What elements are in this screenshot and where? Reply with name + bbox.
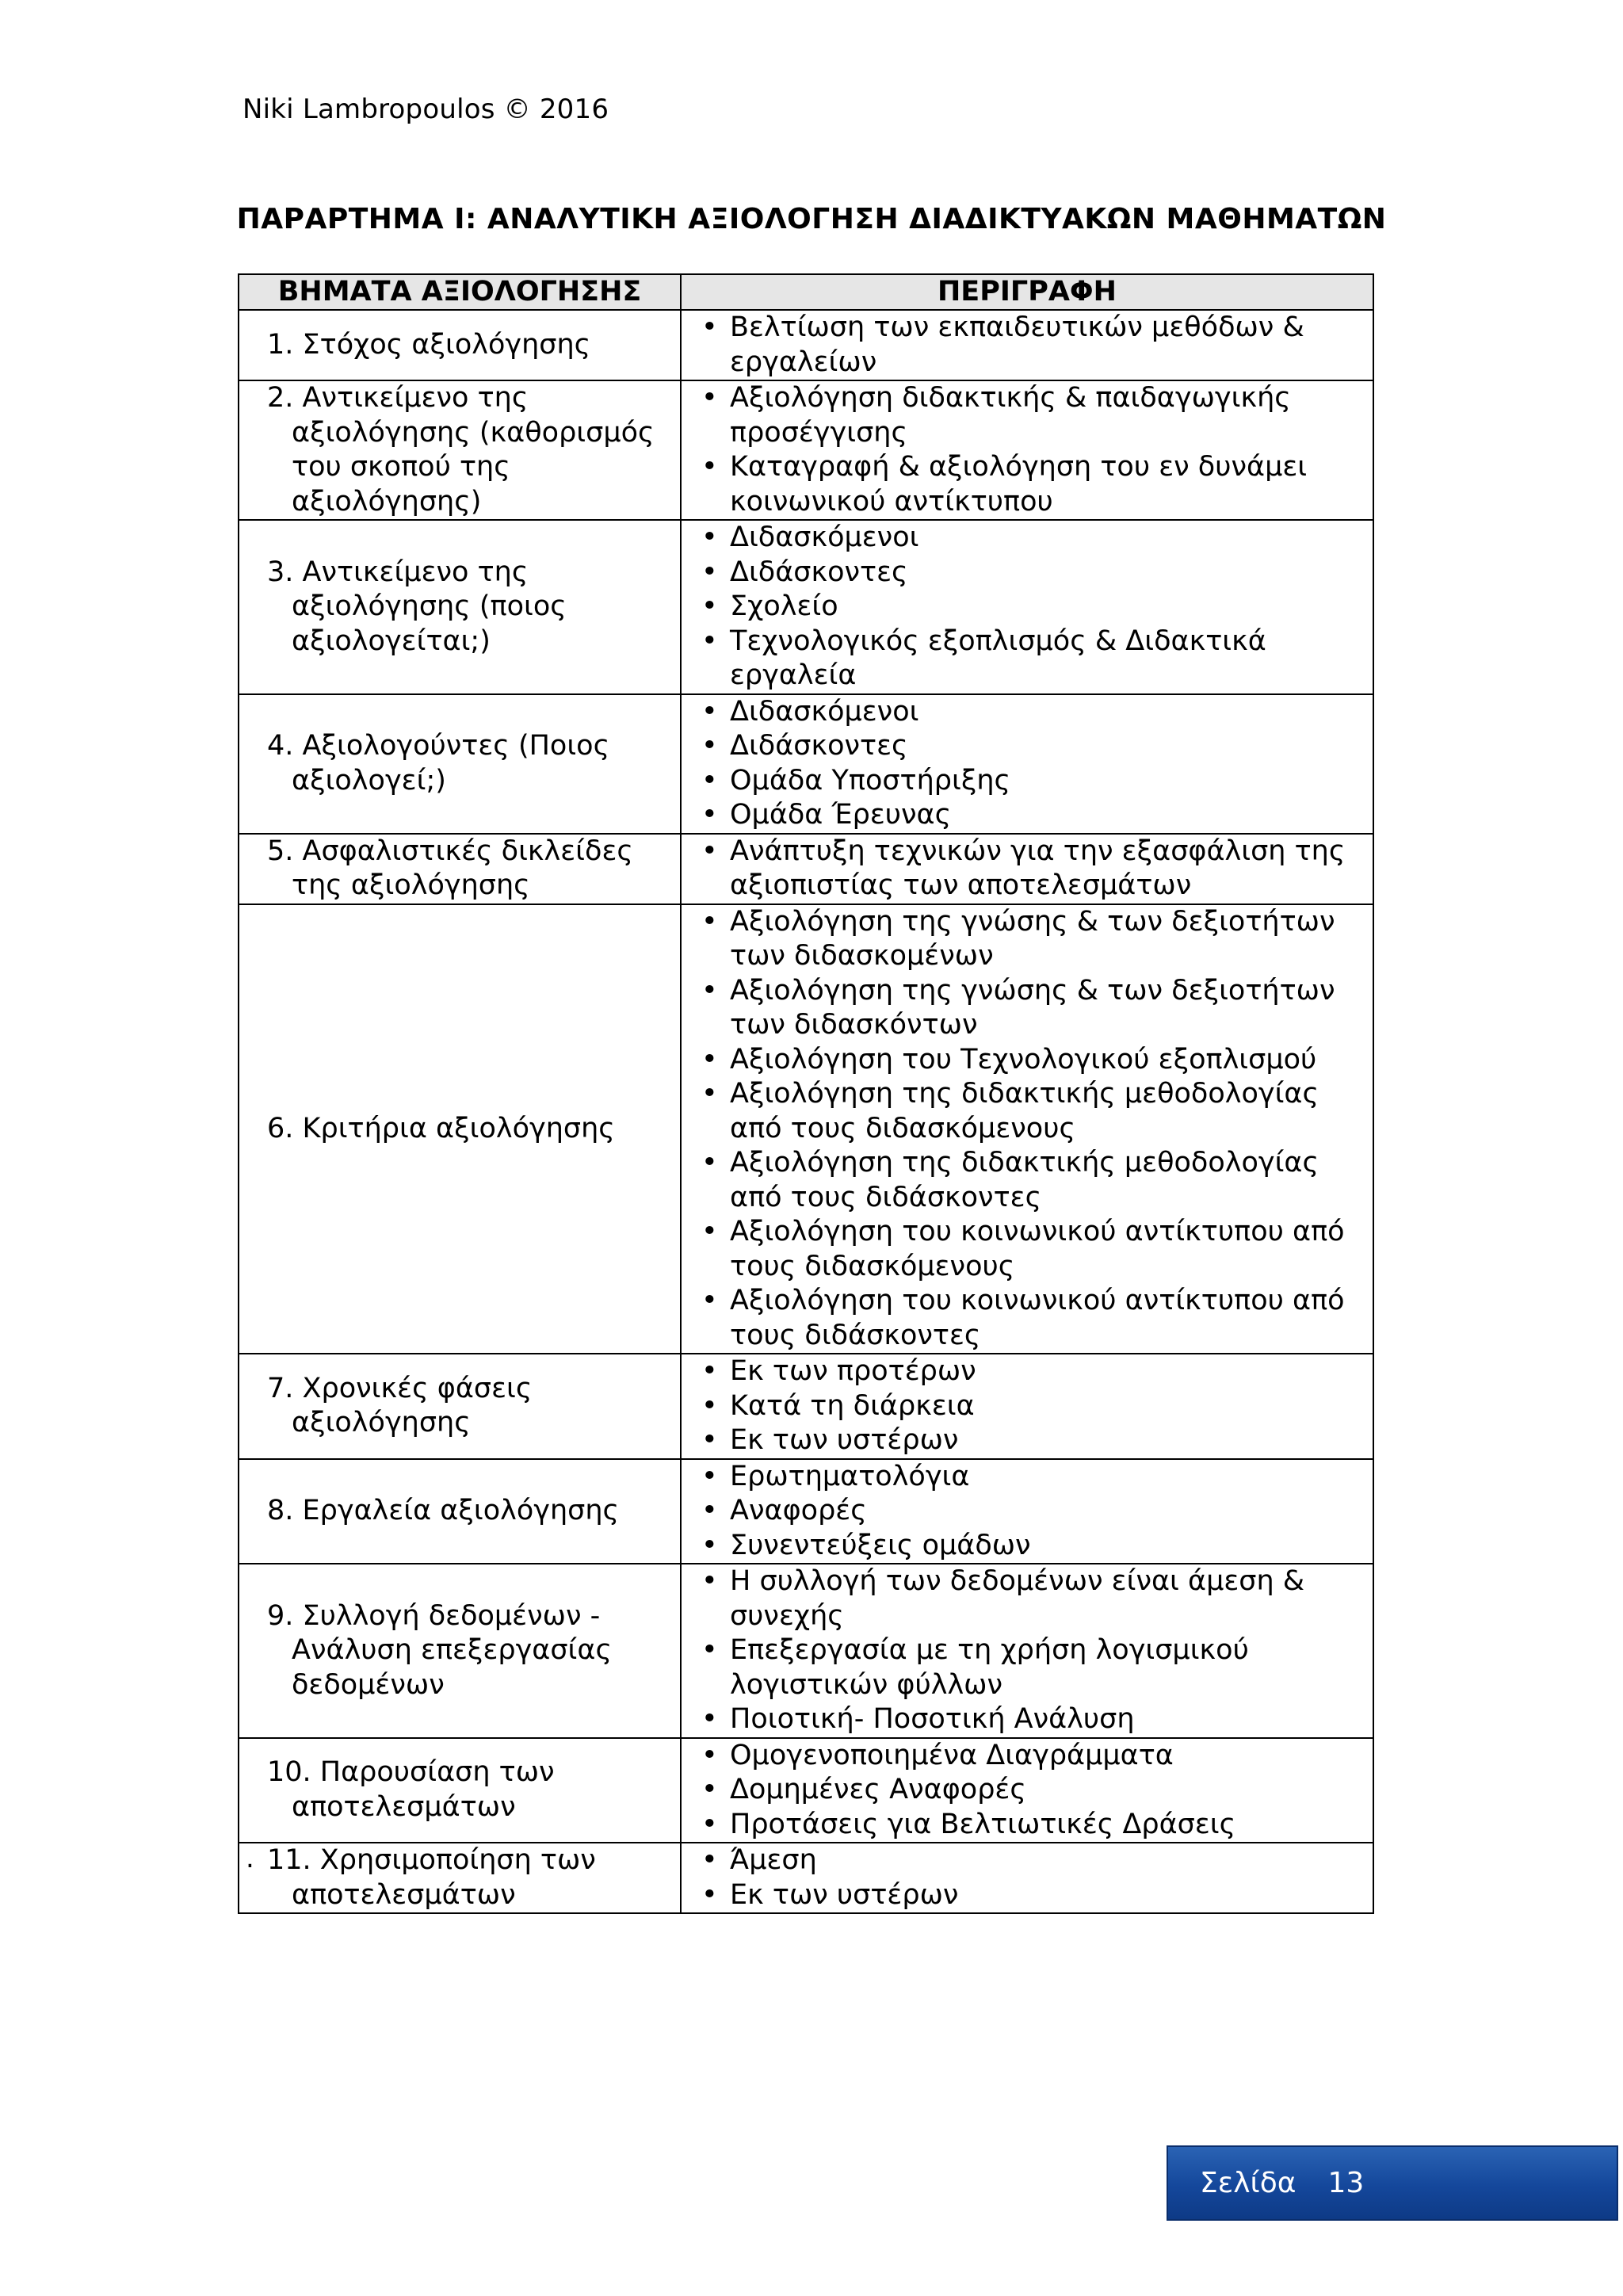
list-item: • Διδάσκοντες [697, 556, 1368, 590]
column-header-description: ΠΕΡΙΓΡΑΦΗ [681, 274, 1373, 310]
list-item: • Διδάσκοντες [697, 729, 1368, 764]
list-item: • Ανάπτυξη τεχνικών για την εξασφάλιση της αξιοπιστίας των αποτελεσμάτων [697, 835, 1368, 904]
description-cell [681, 380, 1373, 520]
table-row [239, 1564, 1373, 1738]
table-header-row [239, 274, 1373, 310]
step-label: 10. Παρουσίαση των αποτελεσμάτων [267, 1756, 555, 1823]
list-item: • Άμεση [697, 1843, 1368, 1878]
step-label: 1. Στόχος αξιολόγησης [267, 328, 591, 361]
table-row [239, 1738, 1373, 1843]
step-cell [239, 694, 681, 834]
evaluation-table [238, 273, 1374, 1914]
list-item: • Ομάδα Έρευνας [697, 798, 1368, 833]
description-list [682, 1354, 1373, 1458]
list-item: • Διδασκόμενοι [697, 521, 1368, 556]
description-cell [681, 1459, 1373, 1564]
list-item: • Καταγραφή & αξιολόγηση του εν δυνάμει κοινωνικού αντίκτυπου [697, 450, 1368, 519]
description-cell [681, 904, 1373, 1354]
description-list [682, 521, 1373, 693]
list-item: • Αξιολόγηση του κοινωνικού αντίκτυπου από τους διδασκόμενους [697, 1215, 1368, 1284]
list-item: • Αναφορές [697, 1494, 1368, 1529]
step-label: 11. Χρησιμοποίηση των αποτελεσμάτων [267, 1844, 596, 1911]
description-cell [681, 520, 1373, 694]
trailing-mark: . [246, 1843, 254, 1874]
table-row [239, 380, 1373, 520]
step-cell [239, 1564, 681, 1738]
table-row [239, 904, 1373, 1354]
page-title: ΠΑΡΑΡΤΗΜΑ Ι: ΑΝΑΛΥΤΙΚΗ ΑΞΙΟΛΟΓΗΣΗ ΔΙΑΔΙΚΤΥΑΚΩΝ ΜΑΘΗΜΑΤΩΝ [236, 203, 1387, 235]
list-item: • Αξιολόγηση της γνώσης & των δεξιοτήτων των διδασκομένων [697, 905, 1368, 974]
list-item: • Αξιολόγηση της διδακτικής μεθοδολογίας από τους διδάσκοντες [697, 1146, 1368, 1215]
table-row [239, 1354, 1373, 1459]
list-item: • Ερωτηματολόγια [697, 1460, 1368, 1495]
table-row [239, 310, 1373, 380]
description-list [682, 835, 1373, 904]
step-cell [239, 1843, 681, 1913]
list-item: • Εκ των υστέρων [697, 1423, 1368, 1458]
list-item: • Εκ των υστέρων [697, 1878, 1368, 1913]
list-item: • Δομημένες Αναφορές [697, 1773, 1368, 1808]
description-cell [681, 694, 1373, 834]
list-item: • Βελτίωση των εκπαιδευτικών μεθόδων & εργαλείων [697, 311, 1368, 380]
description-cell [681, 1843, 1373, 1913]
list-item: • Εκ των προτέρων [697, 1354, 1368, 1389]
step-cell [239, 834, 681, 904]
list-item: • Αξιολόγηση της διδακτικής μεθοδολογίας από τους διδασκόμενους [697, 1077, 1368, 1146]
step-cell [239, 380, 681, 520]
page-number: 13 [1327, 2167, 1365, 2199]
description-cell [681, 1564, 1373, 1738]
step-label: 5. Ασφαλιστικές δικλείδες της αξιολόγησης [267, 835, 633, 901]
list-item: • Ποιοτική- Ποσοτική Ανάλυση [697, 1702, 1368, 1737]
step-label: 3. Αντικείμενο της αξιολόγησης (ποιος αξιολογείται;) [267, 556, 567, 657]
table-row [239, 834, 1373, 904]
description-list [682, 695, 1373, 833]
step-label: 7. Χρονικές φάσεις αξιολόγησης [267, 1372, 533, 1439]
step-cell [239, 520, 681, 694]
description-cell [681, 310, 1373, 380]
page-label: Σελίδα [1200, 2167, 1296, 2199]
list-item: • Προτάσεις για Βελτιωτικές Δράσεις [697, 1808, 1368, 1843]
step-cell [239, 1354, 681, 1459]
step-cell [239, 904, 681, 1354]
description-list [682, 1843, 1373, 1912]
step-cell [239, 1738, 681, 1843]
table-row [239, 520, 1373, 694]
step-label: 9. Συλλογή δεδομένων - Ανάλυση επεξεργασίας δεδομένων [267, 1599, 613, 1701]
table-row [239, 694, 1373, 834]
step-label: 2. Αντικείμενο της αξιολόγησης (καθορισμός του σκοπού της αξιολόγησης) [267, 382, 655, 518]
list-item: • Η συλλογή των δεδομένων είναι άμεση & συνεχής [697, 1564, 1368, 1633]
description-list [682, 1739, 1373, 1843]
table-body [239, 310, 1373, 1913]
page-number-badge [1167, 2145, 1618, 2221]
step-label: 8. Εργαλεία αξιολόγησης [267, 1495, 620, 1526]
list-item: • Κατά τη διάρκεια [697, 1389, 1368, 1424]
list-item: • Ομογενοποιημένα Διαγράμματα [697, 1739, 1368, 1774]
step-cell [239, 1459, 681, 1564]
list-item: • Ομάδα Υποστήριξης [697, 764, 1368, 799]
list-item: • Αξιολόγηση διδακτικής & παιδαγωγικής προσέγγισης [697, 381, 1368, 450]
description-cell [681, 1354, 1373, 1459]
table-row [239, 1459, 1373, 1564]
description-list [682, 1564, 1373, 1737]
list-item: • Συνεντεύξεις ομάδων [697, 1529, 1368, 1564]
step-label: 6. Κριτήρια αξιολόγησης [267, 1112, 615, 1144]
description-list [682, 905, 1373, 1354]
list-item: • Αξιολόγηση της γνώσης & των δεξιοτήτων των διδασκόντων [697, 974, 1368, 1043]
list-item: • Αξιολόγηση του κοινωνικού αντίκτυπου από τους διδάσκοντες [697, 1284, 1368, 1353]
list-item: • Διδασκόμενοι [697, 695, 1368, 730]
description-list [682, 311, 1373, 380]
step-label: 4. Αξιολογούντες (Ποιος αξιολογεί;) [267, 730, 610, 797]
column-header-steps: ΒΗΜΑΤΑ ΑΞΙΟΛΟΓΗΣΗΣ [239, 274, 681, 310]
description-list [682, 381, 1373, 519]
step-cell [239, 310, 681, 380]
description-cell [681, 834, 1373, 904]
header-author-copyright: Niki Lambropoulos © 2016 [242, 94, 609, 125]
list-item: • Αξιολόγηση του Τεχνολογικού εξοπλισμού [697, 1043, 1368, 1078]
list-item: • Σχολείο [697, 590, 1368, 625]
description-list [682, 1460, 1373, 1564]
table-row [239, 1843, 1373, 1913]
list-item: • Επεξεργασία με τη χρήση λογισμικού λογιστικών φύλλων [697, 1633, 1368, 1702]
description-cell [681, 1738, 1373, 1843]
list-item: • Τεχνολογικός εξοπλισμός & Διδακτικά εργαλεία [697, 625, 1368, 693]
